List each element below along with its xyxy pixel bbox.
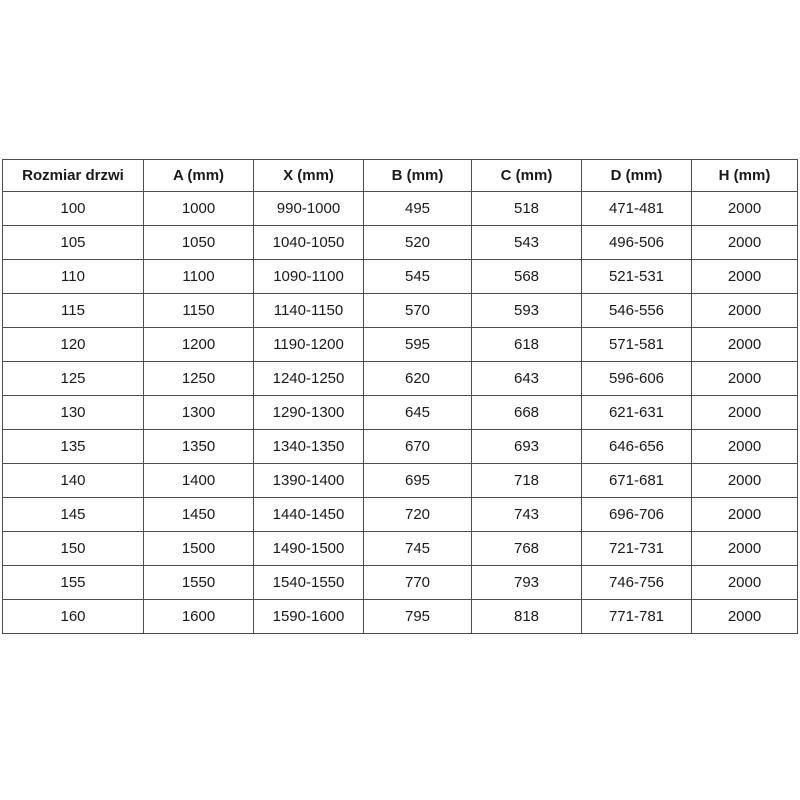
column-header: H (mm) — [692, 160, 798, 192]
table-row — [3, 226, 798, 260]
table-cell: 671-681 — [582, 464, 692, 498]
table-cell: 115 — [3, 294, 144, 328]
table-cell: 2000 — [692, 328, 798, 362]
column-header: B (mm) — [364, 160, 472, 192]
table-cell: 2000 — [692, 566, 798, 600]
table-cell: 2000 — [692, 532, 798, 566]
table-cell: 1200 — [144, 328, 254, 362]
table-cell: 818 — [472, 600, 582, 634]
table-cell: 2000 — [692, 498, 798, 532]
table-cell: 150 — [3, 532, 144, 566]
table-cell: 595 — [364, 328, 472, 362]
table-cell: 496-506 — [582, 226, 692, 260]
table-cell: 646-656 — [582, 430, 692, 464]
table-cell: 721-731 — [582, 532, 692, 566]
table-cell: 745 — [364, 532, 472, 566]
table-cell: 621-631 — [582, 396, 692, 430]
table-cell: 1540-1550 — [254, 566, 364, 600]
table-cell: 696-706 — [582, 498, 692, 532]
table-cell: 668 — [472, 396, 582, 430]
table-cell: 1490-1500 — [254, 532, 364, 566]
table-cell: 1190-1200 — [254, 328, 364, 362]
table-cell: 1340-1350 — [254, 430, 364, 464]
table-cell: 471-481 — [582, 192, 692, 226]
table-row — [3, 532, 798, 566]
table-cell: 2000 — [692, 430, 798, 464]
table-cell: 770 — [364, 566, 472, 600]
table-cell: 495 — [364, 192, 472, 226]
table-cell: 520 — [364, 226, 472, 260]
table-row — [3, 294, 798, 328]
table-cell: 1550 — [144, 566, 254, 600]
table-cell: 1450 — [144, 498, 254, 532]
table-cell: 1300 — [144, 396, 254, 430]
table-cell: 543 — [472, 226, 582, 260]
table-cell: 130 — [3, 396, 144, 430]
table-cell: 2000 — [692, 464, 798, 498]
table-cell: 695 — [364, 464, 472, 498]
table-cell: 1250 — [144, 362, 254, 396]
table-row — [3, 396, 798, 430]
table-cell: 1500 — [144, 532, 254, 566]
column-header: X (mm) — [254, 160, 364, 192]
column-header: A (mm) — [144, 160, 254, 192]
table-cell: 1100 — [144, 260, 254, 294]
table-cell: 2000 — [692, 396, 798, 430]
table-row — [3, 566, 798, 600]
table-cell: 105 — [3, 226, 144, 260]
column-header: D (mm) — [582, 160, 692, 192]
size-table — [2, 159, 798, 634]
table-cell: 1050 — [144, 226, 254, 260]
table-cell: 135 — [3, 430, 144, 464]
table-cell: 720 — [364, 498, 472, 532]
header-row — [3, 160, 798, 192]
table-cell: 2000 — [692, 192, 798, 226]
table-cell: 643 — [472, 362, 582, 396]
table-row — [3, 498, 798, 532]
table-row — [3, 464, 798, 498]
table-row — [3, 430, 798, 464]
table-cell: 1090-1100 — [254, 260, 364, 294]
table-cell: 1140-1150 — [254, 294, 364, 328]
table-cell: 693 — [472, 430, 582, 464]
table-cell: 125 — [3, 362, 144, 396]
table-cell: 596-606 — [582, 362, 692, 396]
table-cell: 2000 — [692, 362, 798, 396]
table-cell: 1590-1600 — [254, 600, 364, 634]
column-header: C (mm) — [472, 160, 582, 192]
table-cell: 1390-1400 — [254, 464, 364, 498]
table-cell: 670 — [364, 430, 472, 464]
table-cell: 1440-1450 — [254, 498, 364, 532]
table-body — [3, 192, 798, 634]
table-cell: 1150 — [144, 294, 254, 328]
table-row — [3, 328, 798, 362]
table-cell: 2000 — [692, 294, 798, 328]
column-header: Rozmiar drzwi — [3, 160, 144, 192]
table-cell: 743 — [472, 498, 582, 532]
table-cell: 521-531 — [582, 260, 692, 294]
table-cell: 771-781 — [582, 600, 692, 634]
table-row — [3, 362, 798, 396]
table-cell: 1240-1250 — [254, 362, 364, 396]
table-cell: 145 — [3, 498, 144, 532]
table-cell: 140 — [3, 464, 144, 498]
table-cell: 1000 — [144, 192, 254, 226]
table-cell: 1290-1300 — [254, 396, 364, 430]
table-cell: 1350 — [144, 430, 254, 464]
table-row — [3, 600, 798, 634]
table-cell: 545 — [364, 260, 472, 294]
table-cell: 518 — [472, 192, 582, 226]
table-cell: 160 — [3, 600, 144, 634]
table-cell: 1400 — [144, 464, 254, 498]
size-table-container — [2, 159, 798, 634]
table-cell: 155 — [3, 566, 144, 600]
table-cell: 990-1000 — [254, 192, 364, 226]
table-cell: 568 — [472, 260, 582, 294]
table-cell: 546-556 — [582, 294, 692, 328]
table-cell: 110 — [3, 260, 144, 294]
table-cell: 570 — [364, 294, 472, 328]
table-cell: 1600 — [144, 600, 254, 634]
table-cell: 120 — [3, 328, 144, 362]
table-cell: 746-756 — [582, 566, 692, 600]
table-cell: 768 — [472, 532, 582, 566]
table-row — [3, 192, 798, 226]
table-cell: 2000 — [692, 260, 798, 294]
table-cell: 100 — [3, 192, 144, 226]
table-cell: 795 — [364, 600, 472, 634]
table-cell: 2000 — [692, 226, 798, 260]
table-cell: 793 — [472, 566, 582, 600]
table-cell: 571-581 — [582, 328, 692, 362]
table-cell: 593 — [472, 294, 582, 328]
table-cell: 618 — [472, 328, 582, 362]
table-row — [3, 260, 798, 294]
table-cell: 620 — [364, 362, 472, 396]
table-cell: 718 — [472, 464, 582, 498]
table-cell: 645 — [364, 396, 472, 430]
table-cell: 1040-1050 — [254, 226, 364, 260]
table-cell: 2000 — [692, 600, 798, 634]
